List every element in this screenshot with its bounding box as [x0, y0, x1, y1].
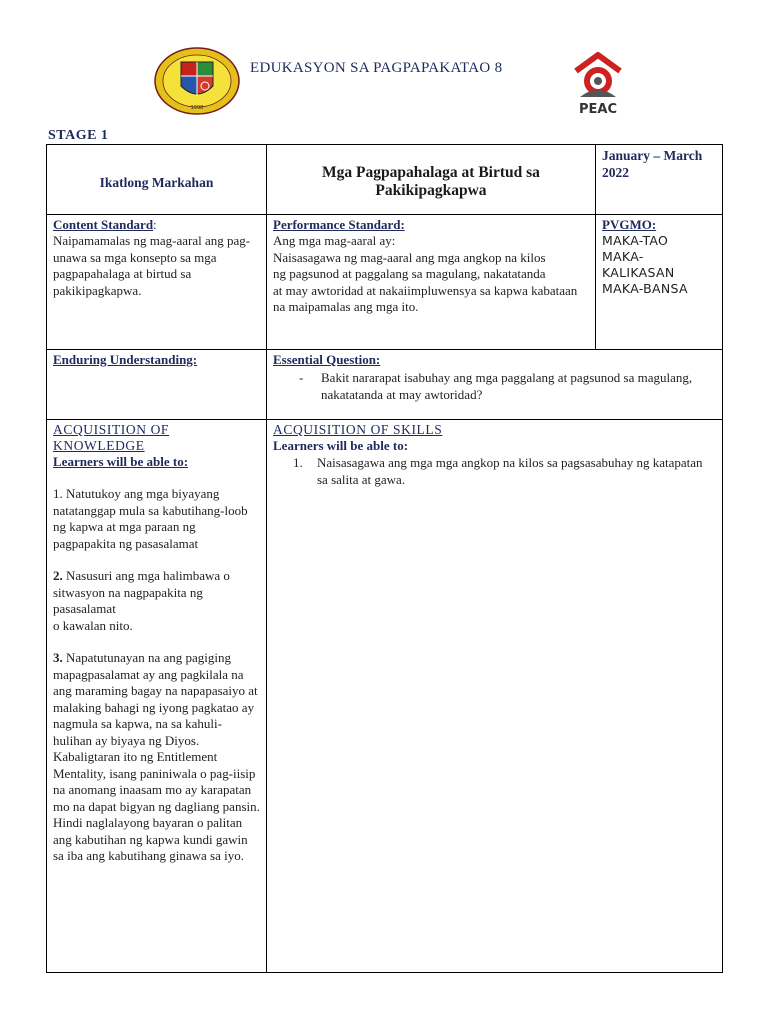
acquisition-knowledge-label: ACQUISITION OF KNOWLEDGE	[53, 422, 170, 453]
date-cell	[596, 145, 723, 215]
pvgmo-cell	[596, 215, 723, 350]
lesson-plan-table	[46, 144, 723, 973]
performance-standard-cell	[267, 215, 596, 350]
knowledge-item-extra: o kawalan nito.	[53, 617, 133, 633]
acquisition-skills-label: ACQUISITION OF SKILLS	[273, 422, 443, 437]
pvgmo-item: MAKA-KALIKASAN	[602, 249, 675, 280]
skills-sub-label: Learners will be able to:	[273, 438, 409, 453]
standards-row	[47, 215, 723, 350]
performance-line: at may awtoridad at nakaiimpluwensya sa kapwa kabataan na maipamalas ang mga ito.	[273, 282, 578, 314]
knowledge-item-2	[53, 568, 260, 634]
unit-title: Mga Pagpapahalaga at Birtud sa Pakikipagkapwa	[322, 164, 540, 199]
knowledge-item-text: Nasusuri ang mga halimbawa o sitwasyon na nagpapakita ng pasasalamat	[53, 568, 230, 616]
content-standard-text: Naipamamalas ng mag-aaral ang pag-unawa sa mga konsepto sa mga pagpapahalaga at birtud sa pakikipagkapwa.	[53, 233, 251, 298]
seal-year: 1998	[190, 105, 204, 111]
quarter-cell	[47, 145, 267, 215]
knowledge-item-number: 1.	[53, 486, 63, 501]
knowledge-sub-label: Learners will be able to:	[53, 454, 189, 469]
content-standard-heading	[53, 217, 260, 233]
document-title: EDUKASYON SA PAGPAPAKATAO 8	[250, 60, 503, 76]
skills-item-number: 1.	[293, 455, 303, 470]
acquisition-knowledge-cell	[47, 420, 267, 973]
knowledge-item-3	[53, 650, 260, 865]
enduring-understanding-cell	[47, 350, 267, 420]
date-range: January – March 2022	[602, 148, 703, 180]
skills-item	[293, 455, 716, 488]
knowledge-item-1	[53, 486, 260, 552]
pvgmo-label: PVGMO:	[602, 217, 657, 232]
title-row	[47, 145, 723, 215]
performance-line: Naisasagawa ng mag-aaral ang mga angkop na kilos	[273, 249, 546, 265]
essential-question-item	[299, 370, 716, 403]
performance-line: ng pagsunod at paggalang sa magulang, nakatatanda	[273, 266, 546, 281]
acquisition-row	[47, 420, 723, 973]
peac-logo-text: PEAC	[578, 102, 618, 117]
content-standard-colon: :	[153, 217, 157, 232]
school-seal-logo	[153, 46, 241, 116]
essential-question-text: Bakit nararapat isabuhay ang mga paggalang at pagsunod sa magulang, nakatatanda at may awtoridad?	[321, 370, 693, 402]
peac-logo	[568, 49, 628, 117]
skills-item-text: Naisasagawa ang mga mga angkop na kilos sa pagsasabuhay ng katapatan sa salita at gawa.	[317, 455, 703, 487]
enduring-understanding-label: Enduring Understanding:	[53, 352, 198, 367]
title-cell	[267, 145, 596, 215]
knowledge-item-number: 2.	[53, 568, 63, 583]
knowledge-item-text: Natutukoy ang mga biyayang natatanggap mula sa kabutihang-loob ng kapwa at mga paraan ng pagpapakita ng pasasalamat	[53, 486, 248, 551]
knowledge-item-text: Napatutunayan na ang pagiging mapagpasalamat ay ang pagkilala na ang maraming bagay na napapasaiyo at malaking bahagi ng iyong pagkatao ay nagmula sa kapwa, na sa kahuli-hulihan ay biyaya ng Diyos. Kabaligtaran ito ng Entitlement Mentality, isang paniniwala o pag-iisip na anomang inaasam mo ay karapatan mo na dapat bigyan ng dagliang pansin. Hindi naglalayong bayaran o palitan ang kabutihan ng kapwa kundi gawin sa iba ang kabutihang ginawa sa iyo.	[53, 650, 260, 863]
acquisition-skills-cell	[267, 420, 723, 973]
understanding-row	[47, 350, 723, 420]
performance-line: Ang mga mag-aaral ay:	[273, 233, 396, 248]
pvgmo-item: MAKA-BANSA	[602, 281, 688, 296]
essential-question-label: Essential Question:	[273, 352, 381, 367]
content-standard-label: Content Standard	[53, 217, 154, 232]
content-standard-cell	[47, 215, 267, 350]
essential-question-cell	[267, 350, 723, 420]
performance-standard-label: Performance Standard:	[273, 217, 405, 232]
stage-label: STAGE 1	[48, 128, 109, 143]
essential-question-dash: -	[299, 370, 304, 385]
quarter-label: Ikatlong Markahan	[99, 175, 214, 190]
pvgmo-item: MAKA-TAO	[602, 233, 669, 248]
knowledge-item-number: 3.	[53, 650, 63, 665]
